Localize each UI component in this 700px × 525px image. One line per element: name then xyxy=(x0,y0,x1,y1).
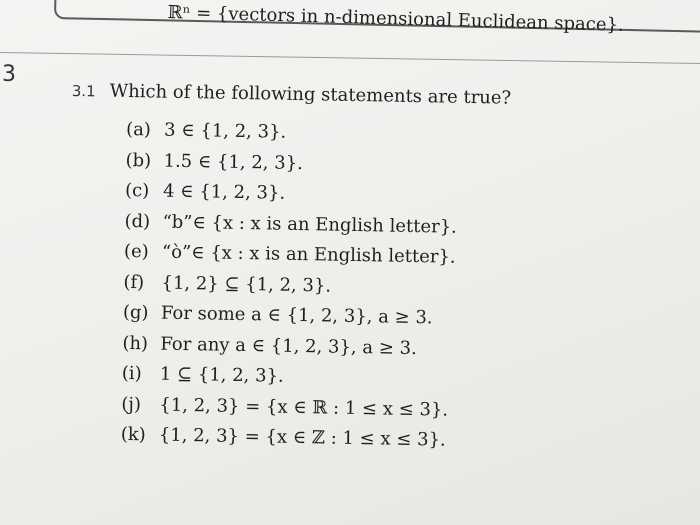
exercise-block xyxy=(65,80,511,461)
statement-k xyxy=(120,424,505,461)
statement-text: 3 ∈ {1, 2, 3}. xyxy=(163,119,287,143)
statement-text: 4 ∈ {1, 2, 3}. xyxy=(162,180,286,204)
chapter-number: 3 xyxy=(2,62,16,87)
question-text: Which of the following statements are true? xyxy=(109,80,512,109)
statement-label: (e) xyxy=(123,240,149,263)
statement-label: (f) xyxy=(123,271,145,293)
statement-label: (k) xyxy=(120,423,146,446)
statement-label: (a) xyxy=(125,118,152,141)
statement-text: 1 ⊆ {1, 2, 3}. xyxy=(159,363,284,387)
statement-label: (g) xyxy=(122,301,149,324)
statement-text: For some a ∈ {1, 2, 3}, a ≥ 3. xyxy=(160,302,433,329)
statement-label: (i) xyxy=(121,362,142,385)
statement-text: “b”∈ {x : x is an English letter}. xyxy=(162,211,458,238)
statement-text: {1, 2, 3} = {x ∈ ℤ : 1 ≤ x ≤ 3}. xyxy=(158,424,446,451)
statement-label: (h) xyxy=(122,332,149,354)
statement-label: (b) xyxy=(125,149,152,171)
statement-text: For any a ∈ {1, 2, 3}, a ≥ 3. xyxy=(160,333,417,359)
statement-label: (d) xyxy=(124,210,151,232)
statement-list xyxy=(120,119,510,461)
question-number: 3.1 xyxy=(71,81,96,101)
statement-text: {1, 2} ⊆ {1, 2, 3}. xyxy=(161,272,332,297)
section-rule xyxy=(0,52,700,64)
statement-label: (c) xyxy=(124,179,150,202)
statement-text: “ò”∈ {x : x is an English letter}. xyxy=(161,241,456,268)
statement-text: {1, 2, 3} = {x ∈ ℝ : 1 ≤ x ≤ 3}. xyxy=(159,394,449,421)
statement-text: 1.5 ∈ {1, 2, 3}. xyxy=(163,150,304,174)
definition-text: ℝⁿ = {vectors in n-dimensional Euclidean space}. xyxy=(167,2,625,36)
statement-label: (j) xyxy=(121,393,142,415)
